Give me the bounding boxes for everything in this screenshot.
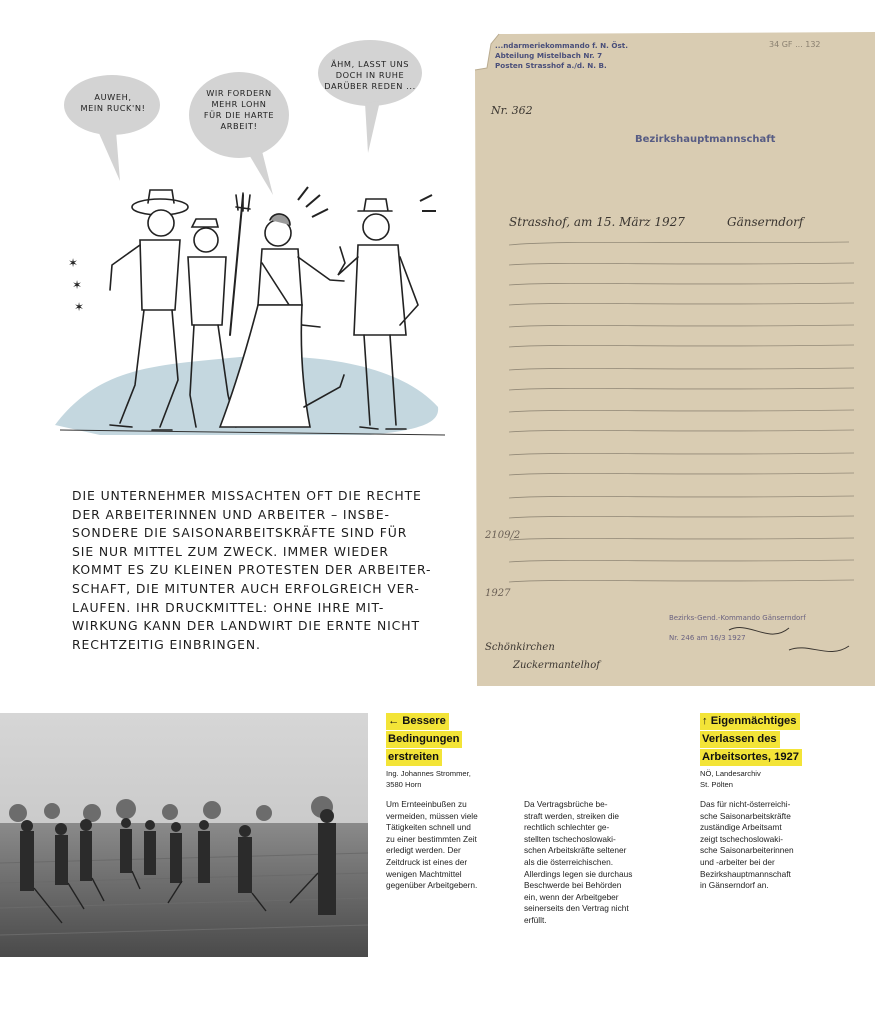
photo-illustration bbox=[0, 713, 368, 957]
info2-title-line-2: Verlassen des bbox=[700, 731, 780, 748]
bubble-text-1: AUWEH, MEIN RUCK'N! bbox=[80, 92, 146, 113]
bubble-tail-3 bbox=[365, 101, 380, 153]
info1-text-col1: Um Ernteeinbußen zu vermeiden, müssen viele Tätigkeiten schnell und zu einer bestimmten Zeit erledigt werden. Der Zeitdruck ist eines der wenigen Machtmittel gegenüber Arbeitgebern. bbox=[386, 799, 478, 891]
comic-panel bbox=[40, 35, 460, 465]
letterhead-line-1: ...ndarmeriekommando f. N. Öst. bbox=[495, 41, 628, 50]
info1-title-line-1: ← Bessere bbox=[386, 713, 449, 730]
info1-credit: Ing. Johannes Strommer, 3580 Horn bbox=[386, 769, 471, 789]
margin-note-1: 2109/2 bbox=[485, 530, 521, 541]
svg-text:✶: ✶ bbox=[72, 278, 83, 292]
info2-title-line-1: ↑ Eigenmächtiges bbox=[700, 713, 800, 730]
svg-text:✶: ✶ bbox=[68, 256, 79, 270]
archival-document bbox=[469, 30, 875, 688]
info2-title bbox=[700, 713, 802, 767]
field-workers-photo bbox=[0, 713, 368, 957]
info1-title bbox=[386, 713, 462, 767]
info2-text: Das für nicht-österreichi- sche Saisonarbeitskräfte zuständige Arbeitsamt zeigt tschechoslowaki- sche Saisonarbeiterinnen und -arbeiter bei der Bezirkshauptmannschaft in Gänserndorf an. bbox=[700, 799, 794, 891]
worker1-head bbox=[148, 210, 174, 236]
footer-note-2: Zuckermantelhof bbox=[513, 660, 600, 671]
stamp-line-1: Bezirks-Gend.-Kommando Gänserndorf bbox=[669, 614, 806, 622]
pain-stars bbox=[68, 256, 84, 314]
info2-credit: NÖ, Landesarchiv St. Pölten bbox=[700, 769, 761, 789]
margin-note-2: 1927 bbox=[485, 588, 511, 599]
info2-title-line-3: Arbeitsortes, 1927 bbox=[700, 749, 802, 766]
corner-note: 34 GF ... 132 bbox=[769, 40, 821, 49]
bubble-tail-1 bbox=[98, 131, 120, 181]
svg-text:✶: ✶ bbox=[74, 300, 85, 314]
info1-title-line-2: Bedingungen bbox=[386, 731, 462, 748]
letterhead-line-3: Posten Strasshof a./d. N. B. bbox=[495, 61, 607, 70]
place-date: Strasshof, am 15. März 1927 bbox=[509, 215, 685, 229]
bubble-tail-2 bbox=[248, 151, 273, 195]
comic-narration: DIE UNTERNEHMER MISSACHTEN OFT DIE RECHTE DER ARBEITERINNEN UND ARBEITER – INSBE- SONDERE DIE SAISONARBEITSKRÄFTE SIND FÜR SIE NUR MITTEL ZUM ZWECK. IMMER WIEDER KOMMT ES ZU KLEINEN PROTESTEN DER ARBEITER- SCHAFT, DIE MITUNTER AUCH ERFOLGREICH VER- LAUFEN. IHR DRUCKMITTEL: OHNE IHRE MIT- WIRKUNG KANN DER LANDWIRT DIE ERNTE NICHT RECHTZEITIG EINBRINGEN. bbox=[72, 488, 432, 652]
footer-note-1: Schönkirchen bbox=[485, 642, 555, 653]
letterhead-line-2: Abteilung Mistelbach Nr. 7 bbox=[495, 51, 603, 60]
recipient: Bezirkshauptmannschaft bbox=[635, 134, 776, 145]
stamp-line-2: Nr. 246 am 16/3 1927 bbox=[669, 634, 746, 642]
reference-number: Nr. 362 bbox=[491, 104, 533, 117]
info1-title-line-3: erstreiten bbox=[386, 749, 442, 766]
boss-head bbox=[363, 214, 389, 240]
destination: Gänserndorf bbox=[727, 215, 804, 229]
info1-text-col2: Da Vertragsbrüche be- straft werden, streiken die rechtlich schlechter ge- stellten tschechoslowaki- schen Arbeitskräfte seltener als die österreichischen. Allerdings legen sie durchaus Beschwerde bei Behörden ein, wenn der Arbeitgeber seinerseits den Vertrag nicht erfüllt. bbox=[524, 799, 633, 925]
bubble-text-2: WIR FORDERN MEHR LOHN FÜR DIE HARTE ARBEIT! bbox=[203, 88, 275, 131]
bubble-text-3: ÄHM, LASST UNS DOCH IN RUHE DARÜBER REDEN ... bbox=[324, 59, 416, 91]
document-paper bbox=[469, 30, 875, 688]
